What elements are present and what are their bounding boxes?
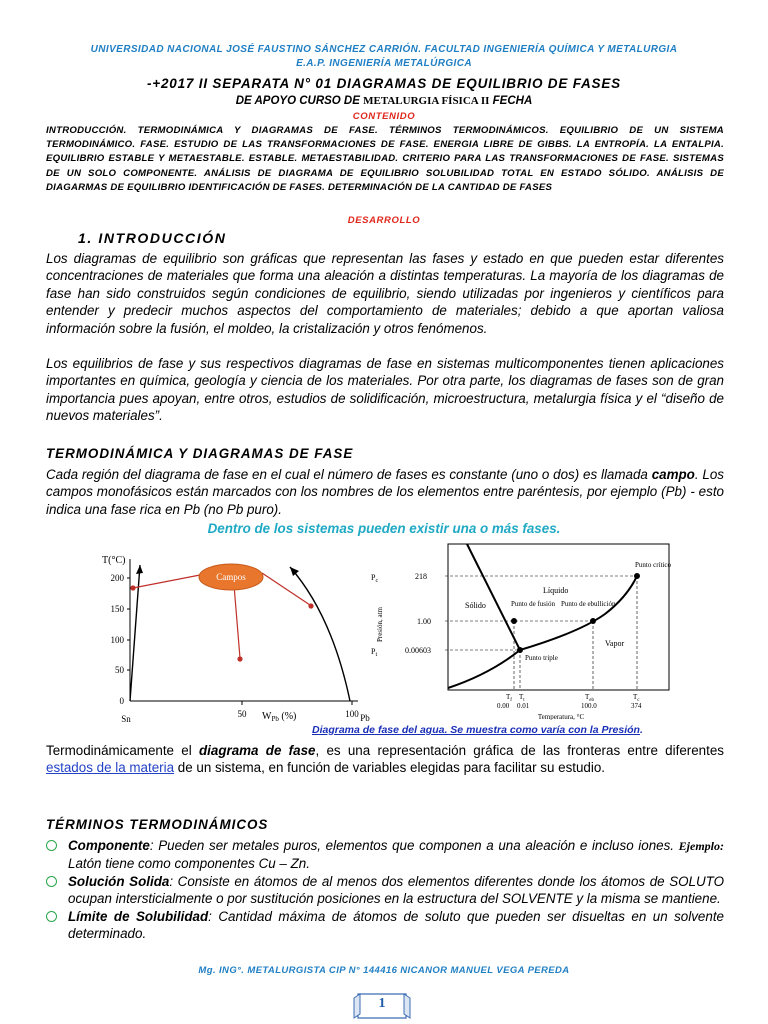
water-y-tick-1: 1.00 xyxy=(417,617,431,626)
sn-pb-liquidus-right xyxy=(290,567,350,701)
water-phase-diagram xyxy=(365,542,671,720)
university-header: UNIVERSIDAD NACIONAL JOSÉ FAUSTINO SÁNCHEZ CARRIÓN. FACULTAD INGENIERÍA QUÍMICA Y METALURGIA xyxy=(90,44,678,55)
water-x-val-0: 0.00 xyxy=(497,702,510,710)
sn-pb-arrow-left xyxy=(136,565,143,574)
water-x-val-001: 0.01 xyxy=(517,702,530,710)
term-name: Límite de Solubilidad xyxy=(68,908,209,924)
list-item xyxy=(46,908,724,943)
campos-pointer-left xyxy=(133,575,200,588)
termo-heading: TERMODINÁMICA Y DIAGRAMAS DE FASE xyxy=(46,446,354,461)
campos-pointer-right xyxy=(262,573,310,605)
water-label-fusion: Punto de fusión xyxy=(511,600,555,608)
circle-bullet-icon xyxy=(46,911,57,922)
water-x-tick-tc: $T_c$ xyxy=(633,693,640,703)
water-region-vapor: Vapor xyxy=(605,639,625,648)
intro-paragraph-1: Los diagramas de equilibrio son gráficas que representan las fases y estado en que pueden estar diferentes concentraciones de materiales que forma una aleación a distintas temperaturas. La mayoría de los diagramas de fase han sido construidos según condiciones de equilibrio, siendo utilizadas por ingenieros y científicos para entender y predecir muchos aspectos del comportamiento de materiales; debido a que aportan valiosa información sobre la fusión, el moldeo, la cristalización y otros fenómenos. xyxy=(46,251,724,336)
water-boiling-point xyxy=(590,618,596,624)
sn-pb-x-left: Sn xyxy=(121,714,131,724)
course-name: METALURGIA FÍSICA II xyxy=(363,95,490,107)
water-critical-point xyxy=(634,573,640,579)
termo-p2-bold: diagrama de fase xyxy=(198,743,316,758)
document-subtitle xyxy=(30,95,738,107)
desarrollo-label: DESARROLLO xyxy=(347,215,421,226)
caption-period: . xyxy=(639,724,643,736)
campos-dot-left xyxy=(130,585,135,590)
termo-p2-part-d: de un sistema, en función de variables elegidas para facilitar su estudio. xyxy=(174,760,606,776)
sn-pb-y-tick: 0 xyxy=(119,696,124,706)
intro-paragraph-2: Los equilibrios de fase y sus respectivos diagramas de fase en sistemas multicomponentes tienen aplicaciones importantes en química, geología y ciencia de los materiales. Por otra parte, los diagramas de fases son de gran importancia pues apoyan, entre otros, estudios de solidificación, microestructura, metalurgia física y el “diseño de nuevos materiales”. xyxy=(46,356,724,424)
footer-author: Mg. ING°. METALURGISTA CIP N° 144416 NICANOR MANUEL VEGA PEREDA xyxy=(198,965,570,976)
water-x-val-100: 100.0 xyxy=(581,702,597,710)
term-name: Componente xyxy=(68,838,150,853)
list-item xyxy=(46,837,724,873)
water-x-tick-tf: $T_f$ xyxy=(506,693,512,703)
water-label-critico: Punto crítico xyxy=(635,561,671,569)
list-item xyxy=(46,873,724,908)
water-y-axis-label: Presión, atm xyxy=(376,607,384,642)
caption-part-a: Diagrama de fase del agua. Se muestra como varía con la xyxy=(312,724,602,736)
water-x-tick-teb: $T_{eb}$ xyxy=(585,693,595,703)
campos-callout-label: Campos xyxy=(216,572,246,582)
water-label-triple: Punto triple xyxy=(525,654,558,662)
water-x-axis-label: Temperatura, °C xyxy=(537,713,585,720)
water-triple-point xyxy=(517,647,523,653)
water-region-liquido: Líquido xyxy=(543,586,569,595)
term-definition: : Cantidad máxima de átomos de soluto que pueden ser disueltas en un solvente determinado. xyxy=(68,908,724,942)
water-y-tick-0.00603: 0.00603 xyxy=(405,646,431,655)
sn-pb-y-tick: 150 xyxy=(110,604,124,614)
water-region-solido: Sólido xyxy=(465,601,486,610)
water-y-tick-218: 218 xyxy=(415,572,427,581)
termo-p1-campo: campo xyxy=(651,467,695,482)
sn-pb-arrow-right xyxy=(290,567,299,576)
sn-pb-x-tick: 50 xyxy=(237,709,247,719)
subtitle-part-a: DE APOYO CURSO DE xyxy=(235,95,364,107)
termo-paragraph-1 xyxy=(46,466,724,518)
contenido-label: CONTENIDO xyxy=(352,111,416,122)
circle-bullet-icon xyxy=(46,876,57,887)
example-text: Latón tiene como componentes Cu – Zn. xyxy=(68,856,310,872)
water-y-left-pc: $P_c$ xyxy=(371,573,379,584)
water-x-val-374: 374 xyxy=(631,702,642,710)
phases-highlight: Dentro de los sistemas pueden existir una o más fases. xyxy=(207,521,561,536)
estados-materia-link[interactable]: estados de la materia xyxy=(46,760,175,776)
sn-pb-y-tick: 50 xyxy=(115,665,124,675)
terminos-list xyxy=(46,837,724,942)
caption-presion: Presión xyxy=(601,724,640,736)
term-definition: : Pueden ser metales puros, elementos que componen a una aleación e incluso iones. xyxy=(149,838,679,853)
campos-pointer-down xyxy=(234,585,240,658)
termo-p1-part-a: Cada región del diagrama de fase en el cual el número de fases es constante (uno o dos) es llamada xyxy=(46,467,652,482)
campos-dot-down xyxy=(237,656,242,661)
document-title: -+2017 II SEPARATA N° 01 DIAGRAMAS DE EQUILIBRIO DE FASES xyxy=(147,76,621,91)
subtitle-part-c: FECHA xyxy=(489,95,533,107)
water-diagram-caption xyxy=(312,724,643,736)
term-name: Solución Solida xyxy=(68,873,170,889)
sn-pb-x-label: $W_{Pb}$ (%) xyxy=(262,711,297,723)
intro-heading: 1. INTRODUCCIÓN xyxy=(78,230,227,246)
termo-paragraph-2 xyxy=(46,742,724,777)
terminos-heading: TÉRMINOS TERMODINÁMICOS xyxy=(46,817,269,832)
campos-dot-right xyxy=(308,603,313,608)
water-y-left-pt: $P_t$ xyxy=(371,647,378,658)
termo-p2-part-c: , es una representación gráfica de las fronteras entre diferentes xyxy=(315,743,724,758)
circle-bullet-icon xyxy=(46,840,57,851)
water-fusion-point xyxy=(511,618,517,624)
sn-pb-y-tick: 200 xyxy=(110,573,124,583)
term-definition: : Consiste en átomos de al menos dos elementos diferentes donde los átomos de SOLUTO ocupan intersticialmente o por sustitución posiciones en la estructura del SOLVENTE y la misma se mantiene. xyxy=(68,873,725,907)
sn-pb-y-axis-label: T(°C) xyxy=(102,555,126,566)
termo-p2-part-a: Termodinámicamente el xyxy=(46,743,199,758)
school-header: E.A.P. INGENIERÍA METALÚRGICA xyxy=(296,58,472,69)
sn-pb-y-tick: 100 xyxy=(110,635,124,645)
water-label-ebullicion: Punto de ebullición xyxy=(561,600,616,608)
example-label: Ejemplo: xyxy=(678,839,724,853)
termo-p1-part-c: . Los campos monofásicos están marcados con los nombres de los elementos entre paréntesis, por ejemplo (Pb) - esto indica una fase rica en Pb (no Pb puro). xyxy=(46,467,724,517)
sn-pb-x-right: Pb xyxy=(360,713,370,723)
sn-pb-x-tick: 100 xyxy=(345,709,359,719)
sn-pb-phase-diagram xyxy=(100,545,370,725)
page-number: 1 xyxy=(378,996,386,1011)
sn-pb-solidus-left xyxy=(130,565,140,701)
contenido-text: INTRODUCCIÓN. TERMODINÁMICA Y DIAGRAMAS DE FASE. TÉRMINOS TERMODINÁMICOS. EQUILIBRIO DE UN SISTEMA TERMODINÁMICO. FASE. ESTUDIO DE LAS TRANSFORMACIONES DE FASE. ENERGIA LIBRE DE GIBBS. LA ENTROPÍA. LA ENTALPIA. EQUILIBRIO ESTABLE Y METAESTABLE. ESTABLE. METAESTABILIDAD. CRITERIO PARA LAS TRANSFORMACIONES DE FASE. SISTEMAS DE UN SOLO COMPONENTE. ANÁLISIS DE DIAGRAMA DE EQUILIBRIO SOLUBILIDAD TOTAL EN ESTADO SÓLIDO. ANÁLISIS DE DIAGARMAS DE EQUILIBRIO IDENTIFICACIÓN DE FASES. DETERMINACIÓN DE LA CANTIDAD DE FASES xyxy=(46,125,724,193)
water-x-tick-tt: $T_t$ xyxy=(519,693,525,703)
